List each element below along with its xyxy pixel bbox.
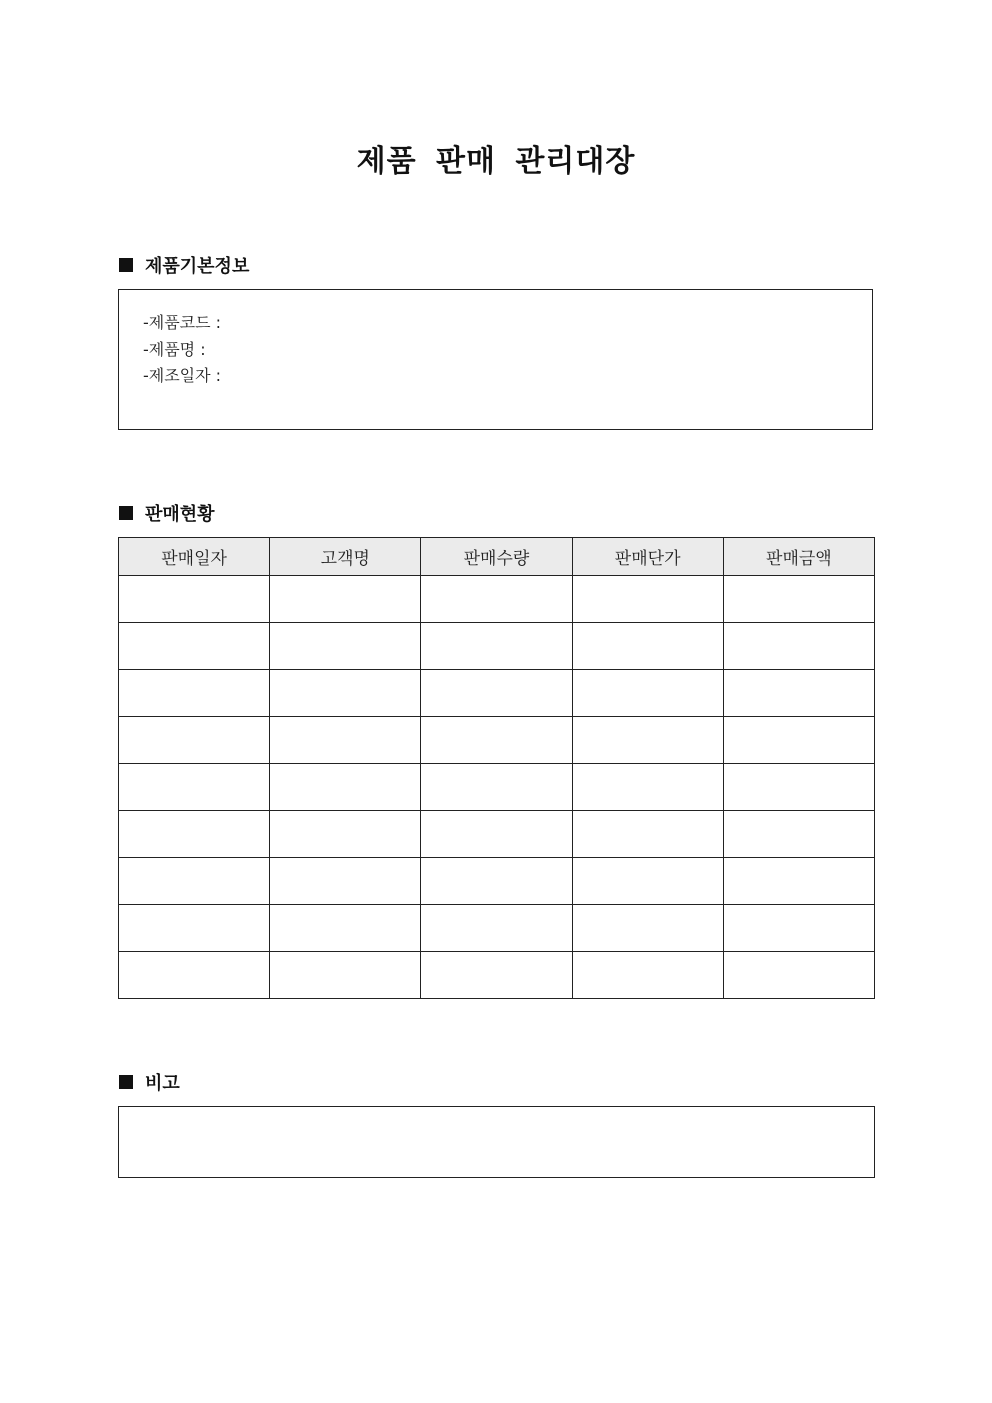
table-cell[interactable] [119, 576, 270, 623]
table-cell[interactable] [572, 811, 723, 858]
table-row [119, 858, 875, 905]
table-row [119, 717, 875, 764]
table-cell[interactable] [119, 952, 270, 999]
column-header-customer: 고객명 [270, 538, 421, 576]
table-cell[interactable] [270, 811, 421, 858]
square-bullet-icon [119, 258, 133, 272]
table-cell[interactable] [723, 623, 874, 670]
table-cell[interactable] [572, 905, 723, 952]
table-cell[interactable] [572, 764, 723, 811]
table-cell[interactable] [421, 670, 572, 717]
table-cell[interactable] [421, 952, 572, 999]
table-row [119, 764, 875, 811]
table-cell[interactable] [270, 952, 421, 999]
section-heading-label: 제품기본정보 [145, 256, 250, 277]
table-cell[interactable] [119, 623, 270, 670]
table-cell[interactable] [119, 905, 270, 952]
product-name-field[interactable] [143, 337, 872, 364]
table-cell[interactable] [572, 623, 723, 670]
table-cell[interactable] [572, 670, 723, 717]
table-cell[interactable] [723, 717, 874, 764]
basic-info-box [118, 289, 873, 430]
section-heading-basic-info [119, 252, 249, 278]
table-cell[interactable] [723, 905, 874, 952]
table-cell[interactable] [270, 670, 421, 717]
manufacture-date-label: -제조일자 : [143, 366, 222, 385]
remarks-box[interactable] [118, 1106, 875, 1178]
column-header-sale-date: 판매일자 [119, 538, 270, 576]
table-cell[interactable] [270, 623, 421, 670]
table-cell[interactable] [119, 717, 270, 764]
table-cell[interactable] [270, 576, 421, 623]
table-row [119, 623, 875, 670]
column-header-quantity: 판매수량 [421, 538, 572, 576]
table-row [119, 670, 875, 717]
table-row [119, 905, 875, 952]
column-header-amount: 판매금액 [723, 538, 874, 576]
table-cell[interactable] [421, 764, 572, 811]
table-cell[interactable] [723, 811, 874, 858]
table-cell[interactable] [421, 858, 572, 905]
table-cell[interactable] [421, 811, 572, 858]
table-row [119, 576, 875, 623]
table-cell[interactable] [723, 764, 874, 811]
column-header-unit-price: 판매단가 [572, 538, 723, 576]
table-cell[interactable] [270, 905, 421, 952]
table-cell[interactable] [421, 717, 572, 764]
table-cell[interactable] [723, 858, 874, 905]
table-cell[interactable] [421, 623, 572, 670]
table-cell[interactable] [723, 576, 874, 623]
table-cell[interactable] [421, 576, 572, 623]
page-title: 제품 판매 관리대장 [356, 144, 636, 179]
section-heading-remarks [119, 1069, 180, 1095]
table-cell[interactable] [270, 764, 421, 811]
table-cell[interactable] [723, 670, 874, 717]
table-cell[interactable] [119, 670, 270, 717]
table-row [119, 811, 875, 858]
table-row [119, 952, 875, 999]
table-header-row [119, 538, 875, 576]
table-cell[interactable] [572, 858, 723, 905]
table-cell[interactable] [119, 764, 270, 811]
section-heading-sales [119, 500, 215, 526]
square-bullet-icon [119, 506, 133, 520]
table-cell[interactable] [270, 717, 421, 764]
manufacture-date-field[interactable] [143, 363, 872, 390]
table-cell[interactable] [270, 858, 421, 905]
table-cell[interactable] [421, 905, 572, 952]
table-cell[interactable] [572, 576, 723, 623]
product-code-label: -제품코드 : [143, 313, 222, 332]
product-code-field[interactable] [143, 310, 872, 337]
table-cell[interactable] [572, 952, 723, 999]
table-cell[interactable] [119, 811, 270, 858]
product-name-label: -제품명 : [143, 339, 206, 359]
table-cell[interactable] [572, 717, 723, 764]
table-cell[interactable] [119, 858, 270, 905]
section-heading-label: 비고 [145, 1073, 180, 1094]
square-bullet-icon [119, 1075, 133, 1089]
section-heading-label: 판매현황 [145, 504, 215, 525]
sales-table [118, 537, 875, 999]
table-cell[interactable] [723, 952, 874, 999]
